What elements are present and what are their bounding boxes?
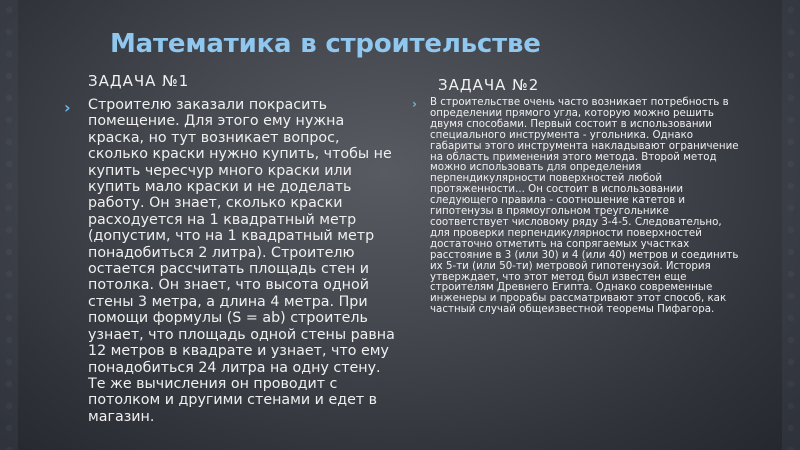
decorative-right-pattern bbox=[782, 0, 800, 450]
task-1-content bbox=[64, 97, 400, 425]
chevron-right-icon: › bbox=[412, 97, 417, 111]
task-2-heading: ЗАДАЧА №2 bbox=[438, 76, 540, 94]
task-1-text: Строителю заказали покрасить помещение. Для этого ему нужна краска, но тут возникает вопрос, сколько краски нужно купить, чтобы не купить чересчур много краски или купить мало краски и не доделать работу. Он знает, сколько краски расходуется на 1 квадратный метр (допустим, что на 1 квадратный метр понадобиться 2 литра). Строителю остается рассчитать площадь стен и потолка. Он знает, что высота одной стены 3 метра, а длина 4 метра. При помощи формулы (S = ab) строитель узнает, что площадь одной стены равна 12 метров в квадрате и узнает, что ему понадобиться 24 литра на одну стену. Те же вычисления он проводит с потолком и другими стенами и едет в магазин. bbox=[88, 97, 395, 425]
task-2-content bbox=[412, 97, 742, 315]
slide-title: Математика в строительстве bbox=[110, 29, 541, 59]
chevron-right-icon: › bbox=[64, 98, 71, 117]
decorative-left-pattern bbox=[0, 0, 18, 450]
task-2-text: В строительстве очень часто возникает потребность в определении прямого угла, которую можно решить двумя способами. Первый состоит в использовании специального инструмента - угольника. Однако габариты этого инструмента накладывают ограничение на область применения этого метода. Второй метод можно использовать для определения перпендикулярности поверхностей любой протяженности... Он состоит в использовании следующего правила - соотношение катетов и гипотенузы в прямоугольном треугольнике соответствует числовому ряду 3-4-5. Следовательно, для проверки перпендикулярности поверхностей достаточно отметить на сопрягаемых участках расстояние в 3 (или 30) и 4 (или 40) метров и соединить их 5-ти (или 50-ти) метровой гипотенузой. История утверждает, что этот метод был известен еще строителям Древнего Египта. Однако современные инженеры и прорабы рассматривают этот способ, как частный случай общеизвестной теоремы Пифагора. bbox=[430, 96, 739, 316]
task-1-heading: ЗАДАЧА №1 bbox=[88, 72, 190, 90]
